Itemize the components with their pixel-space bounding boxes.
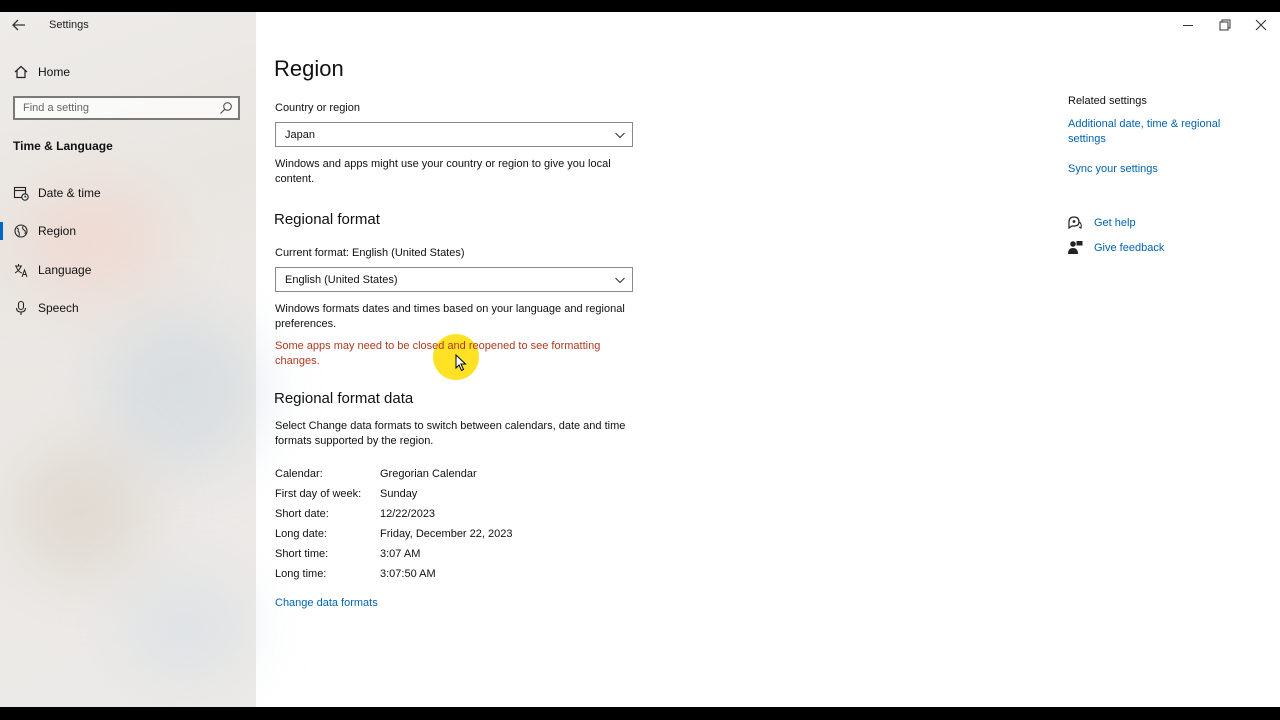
- format-data-key: First day of week:: [275, 488, 362, 500]
- home-icon: [13, 64, 29, 80]
- sidebar-item-label: Speech: [38, 301, 79, 315]
- chevron-down-icon: [614, 129, 626, 141]
- close-icon[interactable]: [1243, 12, 1279, 38]
- background-blur: [120, 572, 250, 682]
- sidebar-item-date-time[interactable]: [0, 178, 256, 208]
- feedback-icon: [1067, 240, 1083, 256]
- give-feedback-link[interactable]: Give feedback: [1094, 242, 1165, 254]
- microphone-icon: [13, 300, 29, 316]
- minimize-icon[interactable]: [1170, 12, 1206, 38]
- format-data-key: Calendar:: [275, 468, 323, 480]
- calendar-clock-icon: [13, 185, 29, 201]
- link-text: Additional date, time & regional: [1068, 118, 1221, 130]
- sidebar-item-label: Date & time: [38, 186, 101, 200]
- current-format-label: Current format: English (United States): [275, 247, 465, 259]
- back-arrow-icon[interactable]: [10, 16, 28, 34]
- format-data-value: 12/22/2023: [380, 508, 436, 520]
- regional-format-description: [275, 302, 640, 332]
- search-input[interactable]: [13, 96, 240, 120]
- sidebar-item-label: Language: [38, 263, 92, 277]
- country-description: [275, 157, 640, 187]
- regional-format-dropdown[interactable]: [275, 267, 633, 292]
- sidebar: [0, 12, 256, 707]
- language-icon: [13, 262, 29, 278]
- sidebar-item-label: Region: [38, 224, 77, 238]
- country-description-line: Windows and apps might use your country or region to give you local: [275, 158, 611, 170]
- change-data-formats-link[interactable]: Change data formats: [275, 597, 378, 609]
- format-data-value: Gregorian Calendar: [380, 468, 477, 480]
- format-data-value: 3:07 AM: [380, 548, 421, 560]
- regional-format-description-line: Windows formats dates and times based on your language and regional: [275, 303, 625, 315]
- mouse-cursor-icon: [455, 354, 467, 372]
- get-help-icon: [1067, 215, 1083, 231]
- format-data-value: 3:07:50 AM: [380, 568, 436, 580]
- format-warning-line: Some apps may need to be closed and reopened to see formatting: [275, 340, 601, 352]
- additional-date-time-link[interactable]: [1068, 117, 1220, 147]
- restore-icon[interactable]: [1206, 12, 1242, 38]
- section-title: Time & Language: [13, 139, 113, 153]
- format-warning-line: changes.: [275, 355, 320, 367]
- search-icon[interactable]: [219, 101, 233, 115]
- page-title: Region: [274, 56, 344, 81]
- link-text: settings: [1068, 133, 1106, 145]
- get-help-link[interactable]: Get help: [1094, 217, 1136, 229]
- format-data-key: Long date:: [275, 528, 327, 540]
- globe-icon: [13, 223, 29, 239]
- chevron-down-icon: [614, 274, 626, 286]
- country-dropdown[interactable]: [275, 122, 633, 147]
- sync-settings-link[interactable]: Sync your settings: [1068, 163, 1158, 175]
- nav-home[interactable]: [0, 59, 256, 85]
- settings-window: [0, 12, 1280, 707]
- regional-format-heading: Regional format: [274, 211, 380, 228]
- format-data-key: Short time:: [275, 548, 329, 560]
- home-label: Home: [38, 65, 71, 79]
- app-title: Settings: [49, 19, 89, 31]
- country-value: Japan: [285, 129, 315, 141]
- format-data-value: Friday, December 22, 2023: [380, 528, 513, 540]
- country-label: Country or region: [275, 102, 360, 114]
- format-data-key: Short date:: [275, 508, 329, 520]
- format-data-heading: Regional format data: [274, 390, 414, 407]
- format-data-description: [275, 419, 640, 449]
- format-data-key: Long time:: [275, 568, 327, 580]
- sidebar-item-speech[interactable]: [0, 293, 256, 323]
- related-settings-title: Related settings: [1068, 95, 1147, 107]
- search-placeholder: Find a setting: [23, 102, 90, 114]
- regional-format-description-line: preferences.: [275, 318, 337, 330]
- sidebar-item-region[interactable]: [0, 216, 256, 246]
- background-blur: [100, 312, 260, 472]
- background-blur: [10, 442, 150, 582]
- format-data-description-line: Select Change data formats to switch between calendars, date and time: [275, 420, 626, 432]
- regional-format-value: English (United States): [285, 274, 398, 286]
- country-description-line: content.: [275, 173, 315, 185]
- sidebar-item-language[interactable]: [0, 255, 256, 285]
- format-data-value: Sunday: [380, 488, 418, 500]
- format-data-description-line: formats supported by the region.: [275, 435, 434, 447]
